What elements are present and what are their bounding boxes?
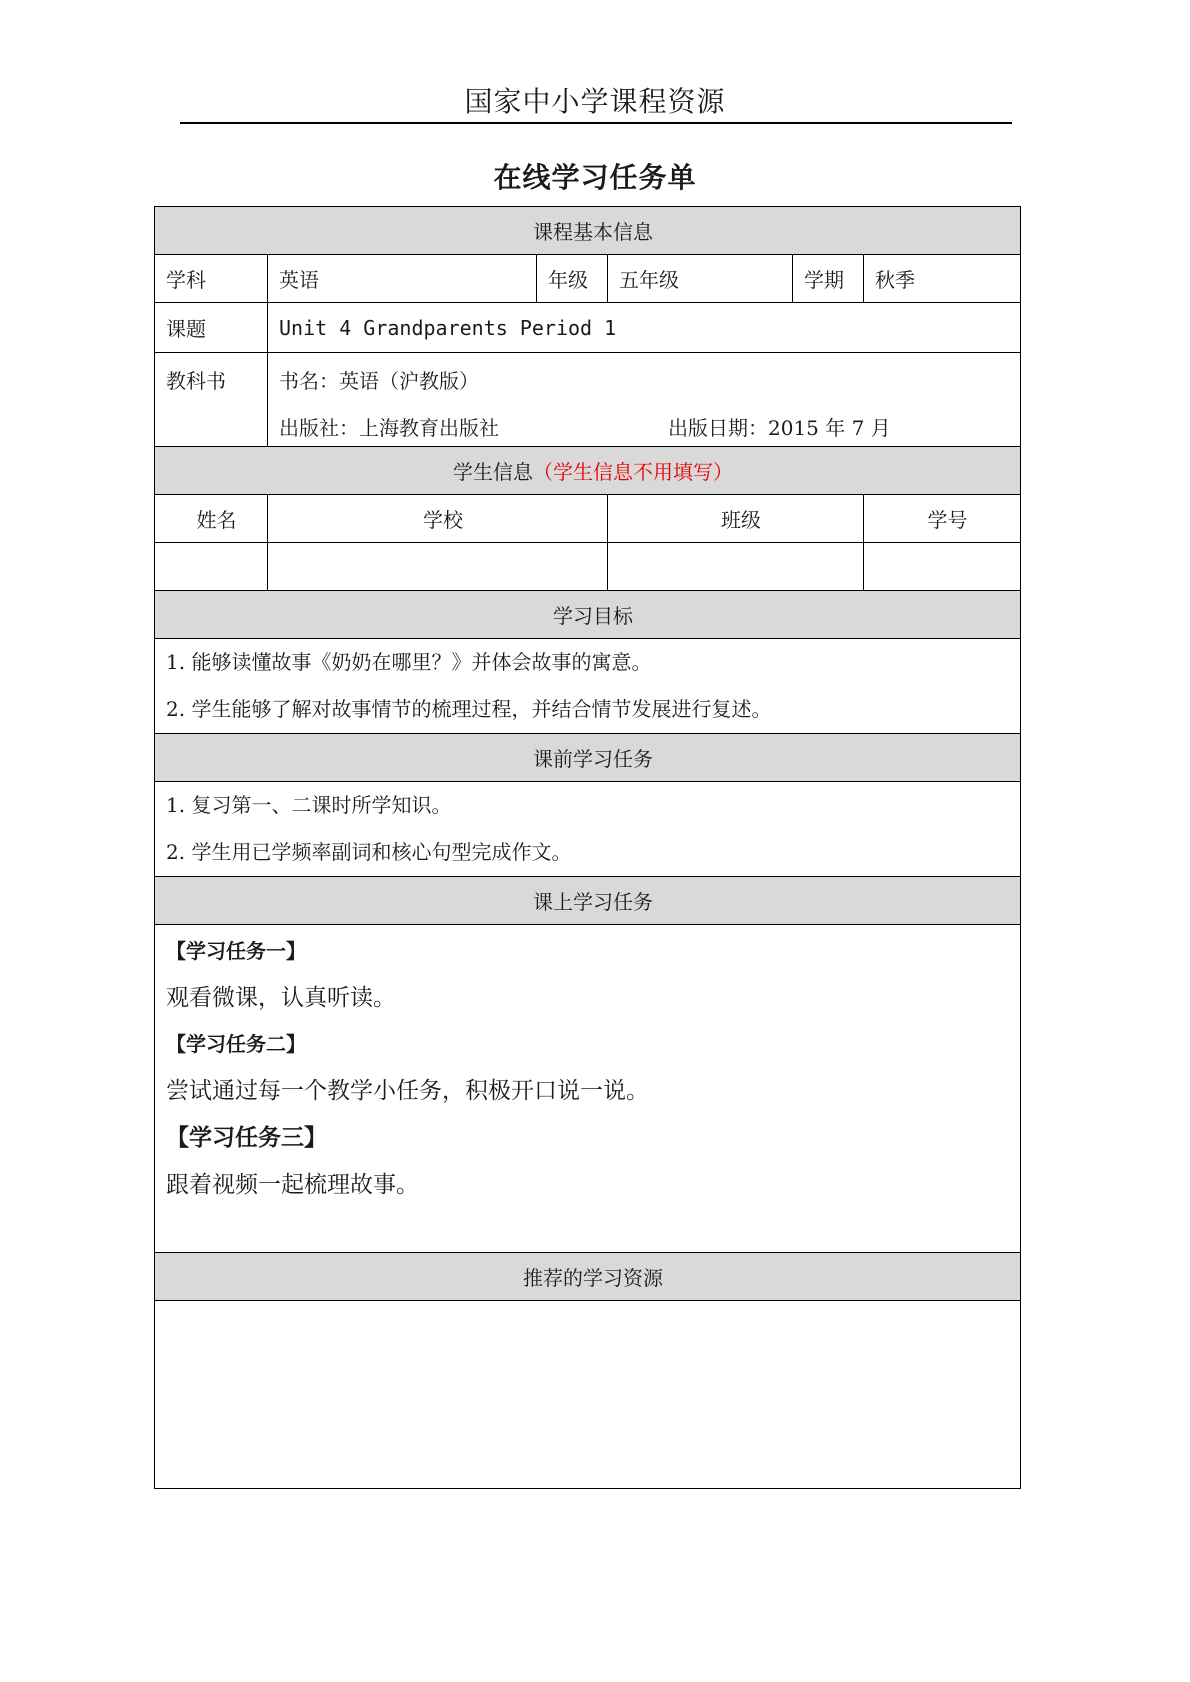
textbook-info <box>268 353 1021 447</box>
task-sheet-table <box>154 206 1021 1489</box>
col-school: 学校 <box>268 495 608 543</box>
student-info-note: （学生信息不用填写） <box>533 460 733 484</box>
goal-item: 2. 学生能够了解对故事情节的梳理过程，并结合情节发展进行复述。 <box>166 697 772 721</box>
task1-label: 【学习任务一】 <box>166 939 306 963</box>
name-cell[interactable] <box>155 543 268 591</box>
resources-body <box>155 1301 1021 1489</box>
student-id-cell[interactable] <box>864 543 1021 591</box>
goals-heading: 学习目标 <box>155 591 1021 639</box>
grade-value: 五年级 <box>608 255 793 303</box>
student-info-heading <box>155 447 1021 495</box>
subject-value: 英语 <box>268 255 537 303</box>
header-divider <box>180 122 1012 124</box>
topic-value: Unit 4 Grandparents Period 1 <box>268 303 1021 353</box>
textbook-date: 出版日期：2015 年 7 月 <box>668 416 891 440</box>
site-title: 国家中小学课程资源 <box>464 85 726 118</box>
col-student-id: 学号 <box>864 495 1021 543</box>
subject-label: 学科 <box>155 255 268 303</box>
student-info-label: 学生信息 <box>453 460 533 484</box>
pre-task-item: 1. 复习第一、二课时所学知识。 <box>166 793 452 817</box>
task3-label: 【学习任务三】 <box>166 1124 327 1151</box>
textbook-label: 教科书 <box>155 353 268 447</box>
term-value: 秋季 <box>864 255 1021 303</box>
term-label: 学期 <box>793 255 864 303</box>
task2-desc: 尝试通过每一个教学小任务，积极开口说一说。 <box>166 1078 649 1104</box>
pre-task-item: 2. 学生用已学频率副词和核心句型完成作文。 <box>166 840 572 864</box>
task2-label: 【学习任务二】 <box>166 1032 306 1056</box>
class-cell[interactable] <box>608 543 864 591</box>
school-cell[interactable] <box>268 543 608 591</box>
class-tasks-body <box>155 925 1021 1253</box>
goals-list <box>155 639 1021 734</box>
basic-info-heading: 课程基本信息 <box>155 207 1021 255</box>
task1-desc: 观看微课，认真听读。 <box>166 985 396 1011</box>
goal-item: 1. 能够读懂故事《奶奶在哪里？》并体会故事的寓意。 <box>166 650 652 674</box>
col-name: 姓名 <box>155 495 268 543</box>
col-class: 班级 <box>608 495 864 543</box>
topic-label: 课题 <box>155 303 268 353</box>
grade-label: 年级 <box>537 255 608 303</box>
document-title: 在线学习任务单 <box>493 161 697 194</box>
class-tasks-heading: 课上学习任务 <box>155 877 1021 925</box>
pre-tasks-heading: 课前学习任务 <box>155 734 1021 782</box>
resources-heading: 推荐的学习资源 <box>155 1253 1021 1301</box>
task3-desc: 跟着视频一起梳理故事。 <box>166 1172 419 1198</box>
textbook-publisher: 出版社：上海教育出版社 <box>279 416 499 440</box>
pre-tasks-list <box>155 782 1021 877</box>
textbook-name: 书名：英语（沪教版） <box>279 369 479 393</box>
